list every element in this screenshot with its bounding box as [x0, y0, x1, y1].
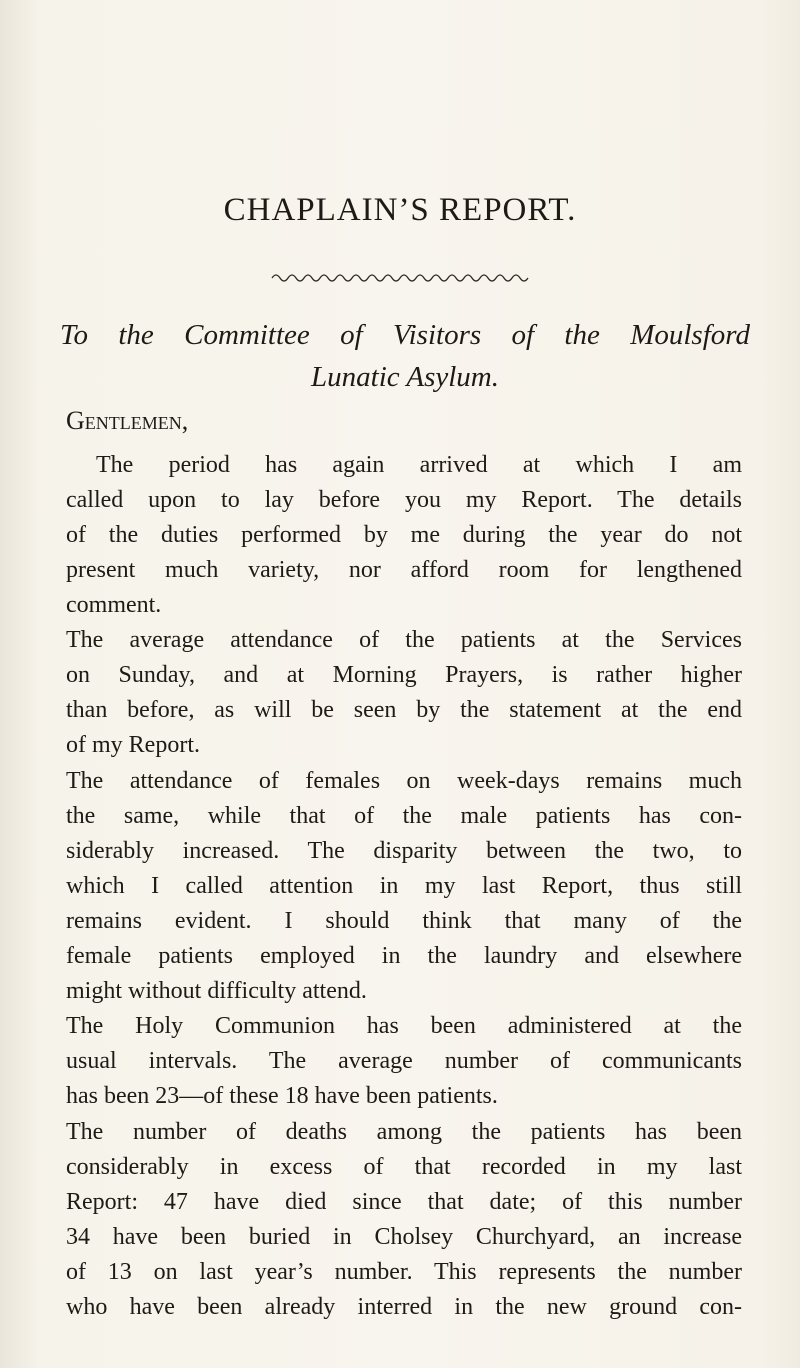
text-line: might without difficulty attend. [66, 978, 367, 1004]
text-line: present much variety, nor afford room for lengthened [66, 557, 742, 583]
text-line: the same, while that of the male patients has con- [66, 803, 742, 829]
text-line: The period has again arrived at which I am [96, 452, 742, 478]
text-line: The average attendance of the patients at the Services [66, 627, 742, 653]
address-line-2: Lunatic Asylum. [311, 361, 499, 393]
report-title: CHAPLAIN’S REPORT. [223, 192, 577, 228]
text-line: of 13 on last year’s number. This represents the number [66, 1259, 742, 1285]
address-line-1: To the Committee of Visitors of the Moulsford [60, 319, 750, 351]
text-line: comment. [66, 592, 162, 618]
salutation: Gentlemen, [66, 406, 189, 435]
text-line: remains evident. I should think that many of the [66, 908, 742, 934]
wavy-rule-ornament [270, 270, 530, 284]
text-line: female patients employed in the laundry and elsewhere [66, 943, 742, 969]
text-line: called upon to lay before you my Report. The details [66, 487, 742, 513]
text-line: considerably in excess of that recorded in my last [66, 1154, 742, 1180]
text-line: The Holy Communion has been administered at the [66, 1013, 742, 1039]
text-line: on Sunday, and at Morning Prayers, is rather higher [66, 662, 742, 688]
text-line: of the duties performed by me during the year do not [66, 522, 742, 548]
text-line: siderably increased. The disparity between the two, to [66, 838, 742, 864]
text-line: The number of deaths among the patients has been [66, 1119, 742, 1145]
text-line: has been 23—of these 18 have been patients. [66, 1083, 498, 1109]
text-line: than before, as will be seen by the statement at the end [66, 697, 742, 723]
text-line: of my Report. [66, 732, 200, 758]
text-line: usual intervals. The average number of communicants [66, 1048, 742, 1074]
text-line: The attendance of females on week-days remains much [66, 768, 742, 794]
text-line: which I called attention in my last Report, thus still [66, 873, 742, 899]
text-line: who have been already interred in the new ground con- [66, 1294, 742, 1320]
text-line: Report: 47 have died since that date; of this number [66, 1189, 742, 1215]
text-line: 34 have been buried in Cholsey Churchyard, an increase [66, 1224, 742, 1250]
